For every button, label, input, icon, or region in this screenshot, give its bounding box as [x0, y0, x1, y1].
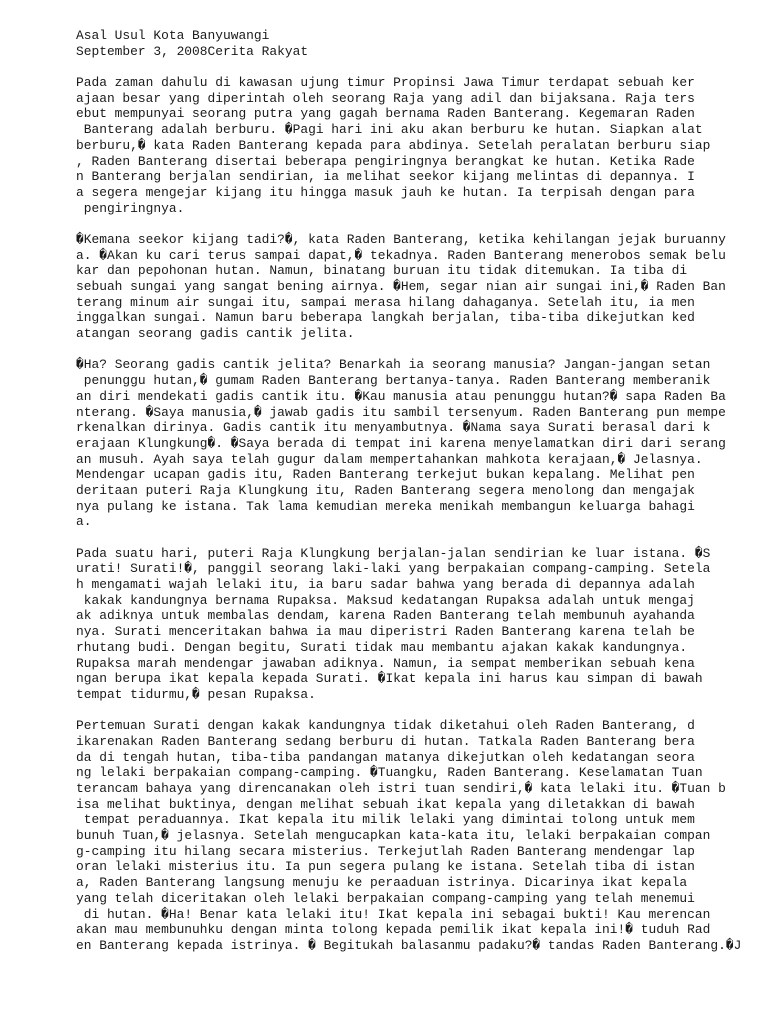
- text-line: rkenalkan dirinya. Gadis cantik itu menyambutnya. �Nama saya Surati berasal dari k: [76, 420, 711, 436]
- text-line: an diri mendekati gadis cantik itu. �Kau manusia atau penunggu hutan?� sapa Raden Ba: [76, 388, 726, 404]
- text-line: tempat peraduannya. Ikat kepala itu milik lelaki yang dimintai tolong untuk mem: [76, 812, 695, 828]
- document-page: [76, 28, 742, 969]
- text-line: terang minum air sungai itu, sampai merasa hilang dahaganya. Setelah itu, ia men: [76, 294, 695, 310]
- text-line: nterang. �Saya manusia,� jawab gadis itu sambil tersenyum. Raden Banterang pun mempe: [76, 404, 726, 420]
- paragraph: [76, 232, 726, 342]
- document-title: Asal Usul Kota Banyuwangi: [76, 28, 270, 43]
- text-line: Banterang adalah berburu. �Pagi hari ini aku akan berburu ke hutan. Siapkan alat: [76, 122, 703, 138]
- text-line: isa melihat buktinya, dengan melihat sebuah ikat kepala yang diletakkan di bawah: [76, 796, 695, 812]
- text-line: g-camping itu hilang secara misterius. Terkejutlah Raden Banterang mendengar lap: [76, 843, 695, 859]
- text-line: terancam bahaya yang direncanakan oleh istri tuan sendiri,� kata lelaki itu. �Tuan b: [76, 781, 726, 796]
- text-line: urati! Surati!�, panggil seorang laki-laki yang berpakaian compang-camping. Setela: [76, 561, 711, 577]
- text-line: pengiringnya.: [76, 200, 185, 216]
- text-line: nya pulang ke istana. Tak lama kemudian mereka menikah membangun keluarga bahagi: [76, 498, 695, 514]
- text-line: rhutang budi. Dengan begitu, Surati tidak mau membantu ajakan kakak kandungnya.: [76, 639, 688, 655]
- text-line: atangan seorang gadis cantik jelita.: [76, 326, 355, 342]
- paragraph: [76, 75, 726, 216]
- text-line: Rupaksa marah mendengar jawaban adiknya. Namun, ia sempat memberikan sebuah kena: [76, 655, 695, 671]
- text-line: erajaan Klungkung�. �Saya berada di tempat ini karena menyelamatkan diri dari serang: [76, 435, 726, 451]
- text-line: Pertemuan Surati dengan kakak kandungnya tidak diketahui oleh Raden Banterang, d: [76, 718, 695, 734]
- text-line: ikarenakan Raden Banterang sedang berburu di hutan. Tatkala Raden Banterang bera: [76, 733, 695, 749]
- text-line: penunggu hutan,� gumam Raden Banterang bertanya-tanya. Raden Banterang memberanik: [76, 373, 711, 389]
- text-line: berburu,� kata Raden Banterang kepada para abdinya. Setelah peralatan berburu siap: [76, 137, 711, 153]
- text-line: Mendengar ucapan gadis itu, Raden Banterang terkejut bukan kepalang. Melihat pen: [76, 467, 695, 483]
- text-line: an musuh. Ayah saya telah gugur dalam mempertahankan mahkota kerajaan,� Jelasnya.: [76, 451, 703, 467]
- document-header: [76, 28, 726, 59]
- text-line: n Banterang berjalan sendirian, ia melihat seekor kijang melintas di depannya. I: [76, 169, 695, 185]
- text-line: �Kemana seekor kijang tadi?�, kata Raden Banterang, ketika kehilangan jejak buruanny: [76, 231, 726, 247]
- text-line: ng lelaki berpakaian compang-camping. �Tuangku, Raden Banterang. Keselamatan Tuan: [76, 765, 703, 781]
- text-line: kar dan pepohonan hutan. Namun, binatang buruan itu tidak ditemukan. Ia tiba di: [76, 263, 688, 279]
- text-line: ngan berupa ikat kepala kepada Surati. �Ikat kepala ini harus kau simpan di bawah: [76, 671, 703, 687]
- text-line: di hutan. �Ha! Benar kata lelaki itu! Ikat kepala ini sebagai bukti! Kau merencan: [76, 906, 711, 922]
- text-line: tempat tidurmu,� pesan Rupaksa.: [76, 686, 316, 702]
- text-line: akan mau membunuhku dengan minta tolong kepada pemilik ikat kepala ini!� tuduh Rad: [76, 922, 711, 938]
- text-line: en Banterang kepada istrinya. � Begitukah balasanmu padaku?� tandas Raden Banterang.�J: [76, 937, 742, 953]
- text-line: inggalkan sungai. Namun baru beberapa langkah berjalan, tiba-tiba dikejutkan ked: [76, 310, 695, 326]
- text-line: Pada suatu hari, puteri Raja Klungkung berjalan-jalan sendirian ke luar istana. �S: [76, 545, 711, 561]
- text-line: yang telah diceritakan oleh lelaki berpakaian compang-camping yang telah menemui: [76, 890, 695, 906]
- text-line: sebuah sungai yang sangat bening airnya. �Hem, segar nian air sungai ini,� Raden Ban: [76, 279, 726, 294]
- text-line: ebut mempunyai seorang putra yang gagah bernama Raden Banterang. Kegemaran Raden: [76, 106, 695, 122]
- text-line: ajaan besar yang diperintah oleh seorang Raja yang adil dan bijaksana. Raja ters: [76, 90, 695, 106]
- text-line: oran lelaki misterius itu. Ia pun segera pulang ke istana. Setelah tiba di istan: [76, 859, 695, 875]
- text-line: a.: [76, 514, 92, 530]
- text-line: a segera mengejar kijang itu hingga masuk jauh ke hutan. Ia terpisah dengan para: [76, 184, 695, 200]
- paragraph: [76, 718, 742, 953]
- paragraph: [76, 546, 726, 703]
- text-line: a. �Akan ku cari terus sampai dapat,� tekadnya. Raden Banterang menerobos semak belu: [76, 247, 726, 263]
- text-line: �Ha? Seorang gadis cantik jelita? Benarkah ia seorang manusia? Jangan-jangan setan: [76, 357, 711, 373]
- text-line: deritaan puteri Raja Klungkung itu, Raden Banterang segera menolong dan mengajak: [76, 482, 695, 498]
- text-line: bunuh Tuan,� jelasnya. Setelah mengucapkan kata-kata itu, lelaki berpakaian compan: [76, 828, 711, 844]
- text-line: ak adiknya untuk membalas dendam, karena Raden Banterang telah membunuh ayahanda: [76, 608, 695, 624]
- document-dateline: September 3, 2008Cerita Rakyat: [76, 43, 309, 59]
- paragraph: [76, 357, 726, 530]
- text-line: kakak kandungnya bernama Rupaksa. Maksud kedatangan Rupaksa adalah untuk mengaj: [76, 592, 695, 608]
- text-line: Pada zaman dahulu di kawasan ujung timur Propinsi Jawa Timur terdapat sebuah ker: [76, 75, 695, 91]
- text-line: a, Raden Banterang langsung menuju ke peraaduan istrinya. Dicarinya ikat kepala: [76, 875, 688, 891]
- document-body: [76, 75, 742, 954]
- text-line: h mengamati wajah lelaki itu, ia baru sadar bahwa yang berada di depannya adalah: [76, 577, 695, 593]
- text-line: nya. Surati menceritakan bahwa ia mau diperistri Raden Banterang karena telah be: [76, 624, 695, 640]
- text-line: , Raden Banterang disertai beberapa pengiringnya berangkat ke hutan. Ketika Rade: [76, 153, 695, 169]
- text-line: da di tengah hutan, tiba-tiba pandangan matanya dikejutkan oleh kedatangan seora: [76, 749, 695, 765]
